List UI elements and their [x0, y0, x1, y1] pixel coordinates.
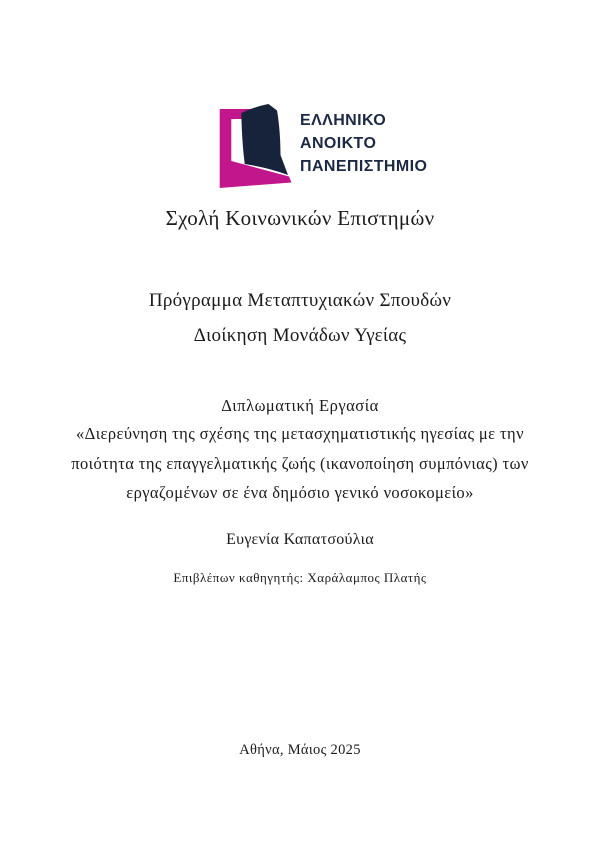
- program-specialization: Διοίκηση Μονάδων Υγείας: [193, 325, 407, 346]
- thesis-title-line-3: εργαζομένων σε ένα δημόσιο γενικό νοσοκομείο»: [126, 483, 474, 502]
- university-logo-wordmark: [300, 109, 427, 178]
- logo-book-pages-shape: [241, 104, 288, 175]
- thesis-title-line-1: «Διερεύνηση της σχέσης της μετασχηματιστικής ηγεσίας με την: [76, 424, 524, 443]
- logo-wordmark-line-1: ΕΛΛΗΝΙΚΟ: [300, 112, 387, 129]
- program-name: Πρόγραμμα Μεταπτυχιακών Σπουδών: [148, 290, 452, 311]
- thesis-type-label: Διπλωματική Εργασία: [221, 396, 379, 415]
- author-name: Ευγενία Καπατσούλια: [226, 531, 374, 548]
- program-block: [0, 283, 600, 353]
- school-title: Σχολή Κοινωνικών Επιστημών: [165, 206, 435, 230]
- thesis-title-line-2: ποιότητα της επαγγελματικής ζωής (ικανοποίηση συμπόνιας) των: [71, 453, 529, 473]
- logo-wordmark-line-2: ΑΝΟΙΚΤΟ: [300, 135, 377, 152]
- university-logo: [213, 101, 427, 193]
- logo-wordmark-line-3: ΠΑΝΕΠΙΣΤΗΜΙΟ: [300, 158, 428, 175]
- open-book-logo-icon: [213, 101, 293, 193]
- thesis-title: [0, 419, 600, 508]
- supervisor-line: Επιβλέπων καθηγητής: Χαράλαμπος Πλατής: [173, 570, 427, 585]
- place-and-date: Αθήνα, Μάιος 2025: [239, 742, 361, 758]
